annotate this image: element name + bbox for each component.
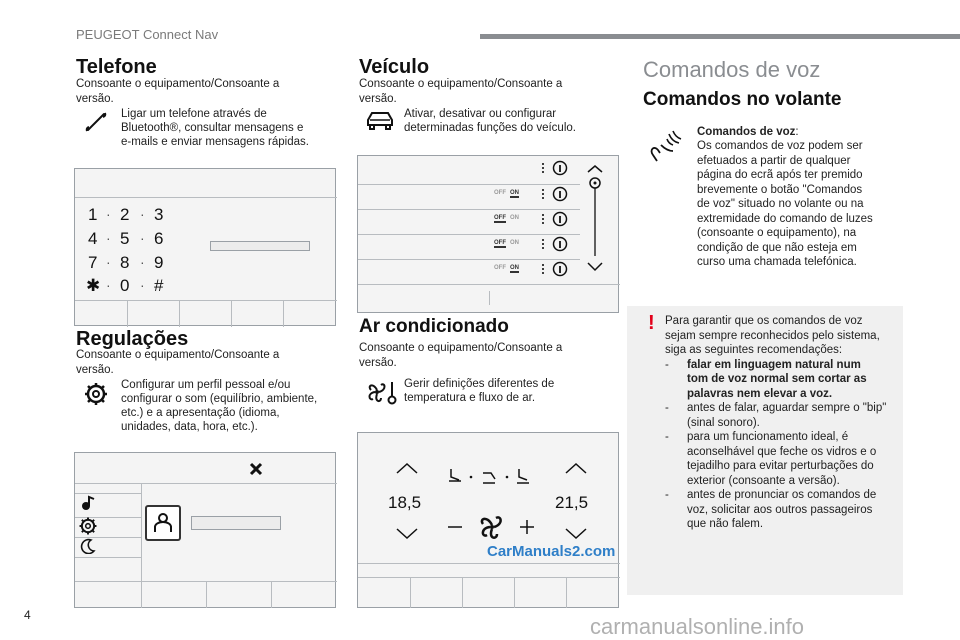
toggle-off-on[interactable]: OFF ON (494, 215, 519, 221)
voz-desc: Os comandos de voz podem ser efetuados a partir de qualquer página do ecrã após ter premido brevemente o botão "Comandos de voz" situado no volante ou na extremidade do comando de luzes (consoante o equipamento), na condição de que não esteja em curso uma chamada telefónica. (697, 140, 873, 268)
keypad-key-1[interactable]: 1 (88, 205, 98, 224)
chevron-up-icon[interactable] (395, 462, 419, 474)
list-item: - falar em linguagem natural num tom de voz normal sem cortar as palavras nem elevar a voz. (665, 358, 867, 400)
voz-note-text: Para garantir que os comandos de voz sejam sempre reconhecidos pelo sistema, siga as seguintes recomendações: - falar em linguagem natural num tom de voz normal sem cortar as palavras nem elevar a voz. - antes de falar, aguardar sempre o "bip" (sinal sonoro). - para um funcionamento ideal, é aconselhável que feche os vidros e o tejadilho para evitar perturbações do exterior (consoante a versão). - antes de pronunciar os comandos de voz, solicitar aos outros passageiros que não falem. (665, 314, 900, 532)
watermark-site: carmanualsonline.info (590, 614, 805, 639)
telefone-desc-1: Ligar um telefone através de (121, 108, 267, 120)
toggle-off-on[interactable]: OFF ON (494, 265, 519, 271)
info-icon[interactable] (540, 186, 570, 202)
ar-intro: Consoante o equipamento/Consoante a versão. (359, 342, 563, 369)
screen-divider (75, 197, 337, 198)
veiculo-intro: Consoante o equipamento/Consoante a versão. (359, 78, 563, 105)
keypad-key-6[interactable]: 6 (154, 229, 164, 248)
note-icon[interactable] (80, 495, 96, 511)
ar-desc-1: Gerir definições diferentes de (404, 378, 555, 390)
list-item: - antes de pronunciar os comandos de voz, solicitar aos outros passageiros que não falem. (665, 489, 877, 530)
close-icon[interactable] (249, 462, 263, 476)
chevron-down-icon[interactable] (395, 528, 419, 540)
profile-field (191, 516, 281, 530)
keypad-key-star[interactable]: ✱ (86, 276, 101, 295)
regulacoes-intro: Consoante o equipamento/Consoante a versão. (76, 349, 280, 376)
fan-speed-icon[interactable] (446, 510, 538, 544)
keypad-dot-icon: · (106, 277, 111, 293)
veiculo-desc-2: determinadas funções do veículo. (404, 122, 576, 134)
warning-icon: ! (648, 312, 655, 334)
keypad-key-2[interactable]: 2 (120, 205, 130, 224)
keypad-key-7[interactable]: 7 (88, 253, 98, 272)
regulacoes-desc-1: Configurar um perfil pessoal e/ou (121, 379, 291, 391)
info-icon[interactable] (540, 236, 570, 252)
list-item: - antes de falar, aguardar sempre o "bip" (sinal sonoro). (665, 402, 887, 429)
toggle-off-on[interactable]: OFF ON (494, 190, 519, 196)
scrollbar[interactable] (585, 163, 605, 275)
telefone-desc-3: e-mails e enviar mensagens rápidas. (121, 136, 309, 148)
phone-icon (84, 110, 108, 134)
telefone-desc-2: Bluetooth®, consultar mensagens e (121, 122, 304, 134)
keypad-key-3[interactable]: 3 (154, 205, 164, 224)
veiculo-screen (357, 155, 619, 313)
info-icon[interactable] (540, 211, 570, 227)
telefone-screen (74, 168, 336, 326)
voice-command-icon (647, 129, 683, 163)
voz-label-suffix: : (795, 126, 799, 138)
keypad-dot-icon: · (140, 230, 145, 246)
keypad-key-0[interactable]: 0 (120, 276, 130, 295)
keypad-key-9[interactable]: 9 (154, 253, 164, 272)
voz-section-title: Comandos de voz (643, 57, 821, 82)
chevron-up-icon[interactable] (564, 462, 588, 474)
keypad-dot-icon: · (106, 230, 111, 246)
chevron-down-icon[interactable] (564, 528, 588, 540)
keypad-key-8[interactable]: 8 (120, 253, 130, 272)
veiculo-title: Veículo (359, 56, 430, 78)
watermark-logo: CarManuals2.com (487, 543, 616, 560)
header-title: PEUGEOT Connect Nav (76, 27, 219, 42)
regulacoes-desc-3: etc.) e a apresentação (idioma, (121, 407, 280, 419)
regulacoes-desc-4: unidades, data, hora, etc.). (121, 421, 258, 433)
voz-subtitle: Comandos no volante (643, 89, 842, 110)
toggle-off-on[interactable]: OFF ON (494, 240, 519, 246)
keypad-dot-icon: · (140, 277, 145, 293)
telefone-intro: Consoante o equipamento/Consoante a versão. (76, 78, 280, 105)
moon-icon[interactable] (80, 538, 96, 554)
regulacoes-desc-2: configurar o som (equilíbrio, ambiente, (121, 393, 318, 405)
voz-label-line (697, 125, 799, 140)
keypad-key-5[interactable]: 5 (120, 229, 130, 248)
keypad-dot-icon: · (140, 206, 145, 222)
keypad-dot-icon: · (106, 206, 111, 222)
screen-divider (75, 300, 337, 301)
header-bar (480, 34, 960, 39)
ar-title: Ar condicionado (359, 316, 509, 337)
ar-desc-2: temperatura e fluxo de ar. (404, 392, 536, 404)
gear-icon (83, 381, 109, 407)
airflow-modes-icon[interactable] (445, 465, 541, 489)
info-icon[interactable] (540, 261, 570, 277)
list-item: - para um funcionamento ideal, é aconselhável que feche os vidros e o tejadilho para evitar perturbações do exterior (consoante a versão). (665, 431, 877, 487)
regulacoes-title: Regulações (76, 328, 189, 350)
temp-left: 18,5 (388, 493, 422, 512)
profile-icon[interactable] (145, 505, 181, 541)
number-display (210, 241, 310, 251)
info-icon[interactable] (540, 160, 570, 176)
keypad-dot-icon: · (140, 254, 145, 270)
keypad-key-hash[interactable]: # (154, 276, 164, 295)
keypad-dot-icon: · (106, 254, 111, 270)
voz-label: Comandos de voz (697, 126, 796, 138)
gear-icon[interactable] (78, 516, 98, 536)
veiculo-desc-1: Ativar, desativar ou configurar (404, 108, 557, 120)
telefone-title: Telefone (76, 56, 157, 78)
keypad-key-4[interactable]: 4 (88, 229, 98, 248)
climate-icon (365, 378, 399, 406)
temp-right: 21,5 (555, 493, 589, 512)
regulacoes-screen (74, 452, 336, 608)
car-icon (365, 110, 395, 132)
page-number: 4 (24, 608, 31, 622)
